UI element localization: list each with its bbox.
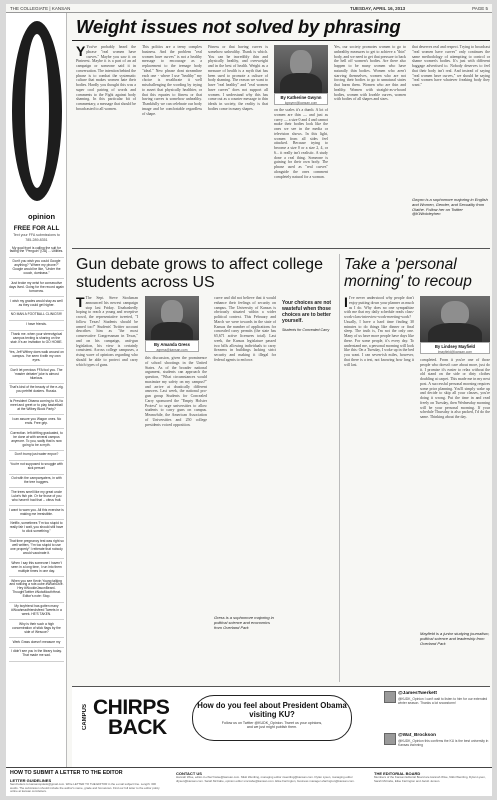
issue-date: TUESDAY, APRIL 16, 2013 xyxy=(350,6,406,11)
tweet-avatar xyxy=(384,691,396,703)
article2-byline xyxy=(145,340,199,352)
chirps-follow-text xyxy=(193,721,351,729)
article1-col6: that deserves real and respect. Trying to broadcast "real women have curves" only continues the same methodology of attempting to control or shame women's bodies. It's just with different baggage advertised to. Nobody deserves to feel that their body isn't real. And instead of saying "real women have curves," we should be saying "real women have whatever freaking body they want." xyxy=(412,45,490,87)
author-photo-gress xyxy=(145,296,199,340)
footer-contact-text: Hannah Wise, editor-in-chief hwise@kansan.com. Nikki Wentling, managing editor nwentling@kansan.com. Dylan Lysen, managing editor dlysen@kansan.com. Sarah McCabe, opinion editor smccabe@kansan.com. Elise Farrington, business manager efarrington@kansan.com. xyxy=(176,776,355,783)
article1-headline: Weight issues not solved by phrasing xyxy=(76,16,401,37)
article2-bio-text: Gress is a sophomore majoring in political science and economics from Overland Park xyxy=(214,615,274,630)
free-for-all-item: Don't you wish you could Google anything? "Where my phone?" Google would be like, "Under the couch, dumbass." xyxy=(9,258,64,280)
headline-rule xyxy=(72,40,490,41)
article3-headline: Take a 'personal morning' to recoup xyxy=(344,256,472,290)
article2-dropcap: T xyxy=(76,296,85,310)
free-for-all-subtitle xyxy=(6,233,67,242)
chirps-campus-label: CAMPUS xyxy=(82,704,88,731)
letters-footer xyxy=(6,767,492,796)
chirps-question-bubble xyxy=(192,695,352,741)
article3-byline xyxy=(420,342,490,354)
chirps-question: How do you feel about President Obama visiting KU? xyxy=(197,701,347,719)
article1-bio xyxy=(412,198,490,217)
free-for-all-list xyxy=(9,244,64,662)
free-for-all-header xyxy=(6,225,67,242)
page-number: PAGE 5 xyxy=(472,6,488,11)
free-for-all-item: Yes, Jeff Withey does walk around on campus. I've seen it with my own eyes. xyxy=(9,349,64,367)
column-divider xyxy=(339,254,340,682)
paper-name: THE COLLEGIATE | KANSAN xyxy=(10,6,71,11)
free-for-all-item: Correction. left drifting graduated, to be done at with several campus anymore. To you, sadly that is now going to be a myth. xyxy=(9,429,64,451)
footer-board-text: Members of the Kansan Editorial Board are Hannah Wise, Nikki Wentling, Dylan Lysen, Sarah McCabe, Elise Farrington and Jacob Jenson. xyxy=(374,776,486,783)
section-rule xyxy=(72,248,490,249)
article3-col1 xyxy=(344,296,414,674)
free-for-all-item: That time pregnancy test was right so well written, "I'm too stupid to use one properly" I reiterate that nobody would vaccinate it. xyxy=(9,538,64,560)
free-for-all-item: Out with the campanyaters, in with the tree huggers. xyxy=(9,475,64,489)
footer-board-label: THE EDITORIAL BOARD xyxy=(374,771,421,776)
article2-col1 xyxy=(76,296,138,674)
article1-col3: Fitness or that having curves is somehow unhealthy. Thank is which. You can be incredibly thin and physically healthy, and overweight and in the best of health. Weight as a measure of health is a myth that has been used to promote a culture of body shaming. The reason we want to have "real healthy" and "real women have curves" does not support all women. I understand why this has come out as a counter message to thin ideals in society, the reality is that bodies come in many shapes. xyxy=(208,45,268,111)
article1-email: kgwynn@kansan.com xyxy=(284,100,318,105)
article2-email: agress@kansan.com xyxy=(156,347,188,352)
chirps-word: CHIRPS xyxy=(93,696,170,719)
section-letter-o xyxy=(9,15,65,211)
footer-title: HOW TO SUBMIT A LETTER TO THE EDITOR xyxy=(10,770,123,776)
section-letter-ring xyxy=(12,21,62,201)
free-for-all-item: I have friends. xyxy=(9,321,64,331)
free-for-all-subtitle-line1: Text your FFA submissions to xyxy=(13,233,60,237)
free-for-all-item: I want to warn you. All this exercise is making me irresistible. xyxy=(9,506,64,520)
article2-col3: curve and did not believe that it would enhance their feelings of security on campus. The University of Kansas is obviously situated within a wider political context. This February and March we were towards in the state of Kansas the number of applications for concealed carry permits (the state has 65,671 active licensees total). Last week, the Kansas legislature passed two bills allowing individuals to carry firearms in buildings lacking strict security and making it illegal for federal agents to enforce. xyxy=(214,296,276,362)
article3-bio xyxy=(420,632,490,646)
author-photo-mayfield xyxy=(420,296,490,342)
free-for-all-item: I wish my grades would stay as well as they could get higher. xyxy=(9,297,64,311)
author-photo-gwynn xyxy=(274,45,328,93)
article2-col2: this discussion, given the prominence of school shootings in the United States. As of the broader national argument, students can approach the question, "What circumstances would maximize my safety on my campus?" and arrive at drastically different answers. Last week, the national pro-gun group Students for Concealed Carry sponsored the "Empty Holster Protest" to urge universities to allow students to carry guns on campus. Meanwhile, the American Association of Universities and 250 college presidents voiced opposition. xyxy=(145,356,207,427)
article3-dropcap: I xyxy=(344,296,348,310)
pull-quote xyxy=(282,300,336,333)
tweet-body: @KUDK_Opinion I can't wait to listen to him for our extended winter season. Thanks a lot snowstorm! xyxy=(398,697,488,705)
tweet-body: @KUDK_Opinion this confirms the KU is the best university in Kansas #winning xyxy=(398,739,489,747)
article3-email: lmayfield@kansan.com xyxy=(437,349,473,354)
left-column xyxy=(6,13,67,767)
masthead-strip xyxy=(6,4,492,13)
tweet-avatar xyxy=(384,733,396,745)
article1-author: By Katherine Gwynn xyxy=(280,95,322,100)
free-for-all-item: I can assure you Wagon ones. No ends. Free grip. xyxy=(9,415,64,429)
tweet-handle: @Wat_Brockson xyxy=(398,733,437,738)
campus-chirps-back xyxy=(72,686,490,774)
section-label: opinion xyxy=(28,212,56,221)
free-for-all-item: When I say this someone I haven't seen in a long time, I run into them multiple times in one day. xyxy=(9,559,64,577)
chirps-follow-line1: Follow us on Twitter @KUDK_Opinion. Tweet us your opinions, xyxy=(221,721,323,725)
article2-headline: Gun debate grows to affect college students across US xyxy=(76,256,323,291)
article3-bio-text: Mayfield is a junior studying journalism, political science and leadership from Overland Park xyxy=(420,631,490,646)
free-for-all-title: FREE FOR ALL xyxy=(13,225,60,232)
article1-col2: This politics are a teeny complex business. And the problem "real women have curves" is not a healthy message to encourage as a replacement to the teenage body "ideal." New phrase dont streamline each one - where I use "healthy" my choice is recalibrate it well mischallenging the wording by trying to assert that physically healthier, or that this equates to fitness or that having curves is somehow unhealthy. Thankfully we can celebrate our body image and be comfortable regardless of shape. xyxy=(142,45,202,116)
article2-author: By Amanda Gress xyxy=(154,342,190,347)
free-for-all-item: Thank me. when your stereotypical campus texting is sharing on the stair. It's an invitation to GO HOME. xyxy=(9,331,64,349)
article3-col1-text: I've never understood why people don't enjoy putting down your planner as much as I do. Why does no one sympathize with me that my daily schedule reads class-work-class-interview-work-meeting-work? Usually, I have a hard time finding 30 minutes to do things like dinner or final sleep. The truth is, I'm not the only one. Many of us have more people have days like these. For some people, it's every day. To understand me, a personal morning will look like this: On a Tuesday, I woke up in the bed you want. I ran seven-ish miles, however, that there is a test, not knowing how long it will last. xyxy=(344,296,414,367)
free-for-all-item: Werk Grass doesn't measure my xyxy=(9,638,64,648)
free-for-all-item: You're not supposed to snuggle with sick person! xyxy=(9,461,64,475)
free-for-all-item: Don't let previous FFA fool you. The 'master debater' joke is almost hilarious. xyxy=(9,366,64,384)
back-word: BACK xyxy=(108,716,167,739)
tweet-handle: @JamesTwerkett xyxy=(398,691,437,696)
free-for-all-item: I didn't see you in the library today. That made me sad. xyxy=(9,648,64,662)
article2-bio xyxy=(214,616,276,630)
footer-guidelines-label: LETTER GUIDELINES xyxy=(10,778,52,783)
free-for-all-item: The trees smell like my great uncle Luke's fish pie. Or for those of you who haven't had that -- citrus fruit. xyxy=(9,488,64,506)
free-for-all-item: My goal front is calling the suit for fading the "Penguin" [OA] ... Utilities. xyxy=(9,244,64,258)
article3-author: By Lindsey Mayfield xyxy=(434,344,476,349)
article1-dropcap: Y xyxy=(76,45,86,59)
free-for-all-item: NO MAN A FOOTBALL CLINICS!!!! xyxy=(9,311,64,321)
free-for-all-item: When you see Kevin Young talking and noticing a rule-cube #WoahDice. Hey #WookieJasonBeard-ThoughtTwitter #NotaMouthHeat. Editor's note: Stop. xyxy=(9,577,64,603)
footer-contact-label: CONTACT US xyxy=(176,771,202,776)
article1-col1 xyxy=(76,45,136,241)
free-for-all-item: Just broke my wrist for consecutive days lived. Going for the record again tomorrow. xyxy=(9,279,64,297)
free-for-all-item: Don't trump just water enpox? xyxy=(9,451,64,461)
free-for-all-item: That's kind of the beauty of the e-zig. you petrifel dusters. Russia. xyxy=(9,384,64,398)
pull-quote-text: Your choices are not wasteful when those choices are to better yourself. xyxy=(282,300,332,324)
free-for-all-item: My boyfriend has gotten many #Woahmadfriendsfeed Tweets in a week. HE'S TAKEN. xyxy=(9,603,64,621)
photo-body xyxy=(280,73,321,93)
free-for-all-phone: 785-289-8351 xyxy=(25,237,48,242)
article3-col2: completed. From it you're one of those people who doesn't care about more, just do it. I promise it's easier to relax without the old stand on the side or dirty clothes doubling at carpet. This made me in my next post. A successful personal morning requires some prior planning. You'll simply wake up and decide to skip all your classes, you're doing it wrong. Put the time in and read freely on Tuesday, then Wednesday morning will be your personal morning. If your schedule Thursday is also packed, I'd do the same. Thinking about the day. xyxy=(420,358,490,419)
tweet xyxy=(398,691,490,705)
article1-byline xyxy=(274,93,328,105)
free-for-all-item: Why is their such a high concentration of stick flags by the side of Wescoe? xyxy=(9,620,64,638)
free-for-all-item: Netflix, sometimes "I'm too stupid to really fair I wait, you should still have to click something." xyxy=(9,520,64,538)
article2-col1-text: The Sept. Steve Stockman announced his newest campaign stop last Friday. Unabashedly hoping to reach a young and receptive crowd, the representative tweeted, "I follow Texas! Students should be armed too!" Students' Twitter account describes him as "the most conservative Congressman in Texas," and on his campaign, anti-gun legislation, his view is certainly consistent. Across college campuses, a rising wave of opinions regarding who should be able to protect and carry which types of guns. xyxy=(76,296,138,367)
tweet xyxy=(398,733,490,747)
photo-body xyxy=(151,322,192,340)
footer-guidelines-text: Send letters to kansanopdesk@gmail.com. Write LETTER TO THE EDITOR in the e-mail subject line. Length: 300 words. The submission should include the author's name, grade and hometown. Find our full letter to the editor policy online at kansan.com/letters. xyxy=(10,783,160,793)
photo-head xyxy=(161,300,183,324)
pull-quote-source: Students for Concealed Carry xyxy=(282,328,330,332)
chirps-back-logo xyxy=(82,693,184,741)
article1-col4: on the scales it's a dumb. A lot of women are thin — and just as curvy — a size 0 and 4 and cannot make their bodies look like the ones we see in the media or television shows. In this light, women from all sides feel attacked. Because trying to become a size 0 or a size 2, 4, or 6... it really isn't realistic. A study done a real thing. Someone is gaining for their own body. The phrase used as "real curves" alongside the ones comment completely natural for a woman. xyxy=(274,108,328,179)
newspaper-page xyxy=(6,4,492,796)
article1-col5: Yes, our society promotes women to go to unhealthy measures to get to achieve a "thin" body, and we need to get that pressure to back the hell off women's bodies. Are there also happen to be many women who have naturally thin bodies. Women who aren't starving themselves, women who are not forcing their bodies to go to unnatural states that harm them. Women who are thin and healthy. Women with straight-as-a-board bodies, women with lovable curves, women with bodies of all shapes and sizes. xyxy=(334,45,406,102)
photo-body xyxy=(428,323,481,342)
chirps-follow-line2: and we just might publish them. xyxy=(246,725,298,730)
article1-col1-text: You've probably heard the phrase "real women have curves." Maybe you saw it on Pinterest. Maybe it is a part of an ad campaign or someone said it in conversation. The intention behind the phrase is to combat the systematic culture that makes women hate their bodies. Hardly you thought this was a super cool pairing of words and comments to the Fight against body shaming. In this particular bit of commentary, a message that should be broadcasted to all women. xyxy=(76,45,136,111)
article1-bio-text: Gwynn is a sophomore majoring in English and Women, Gender, and Sexuality from Olathe. Follow her on Twitter @KWickdeyhen xyxy=(412,197,488,217)
free-for-all-item: Is President Obama coming to KU to meet and greet or to play basketball at the Wilbey Block Party? xyxy=(9,398,64,416)
